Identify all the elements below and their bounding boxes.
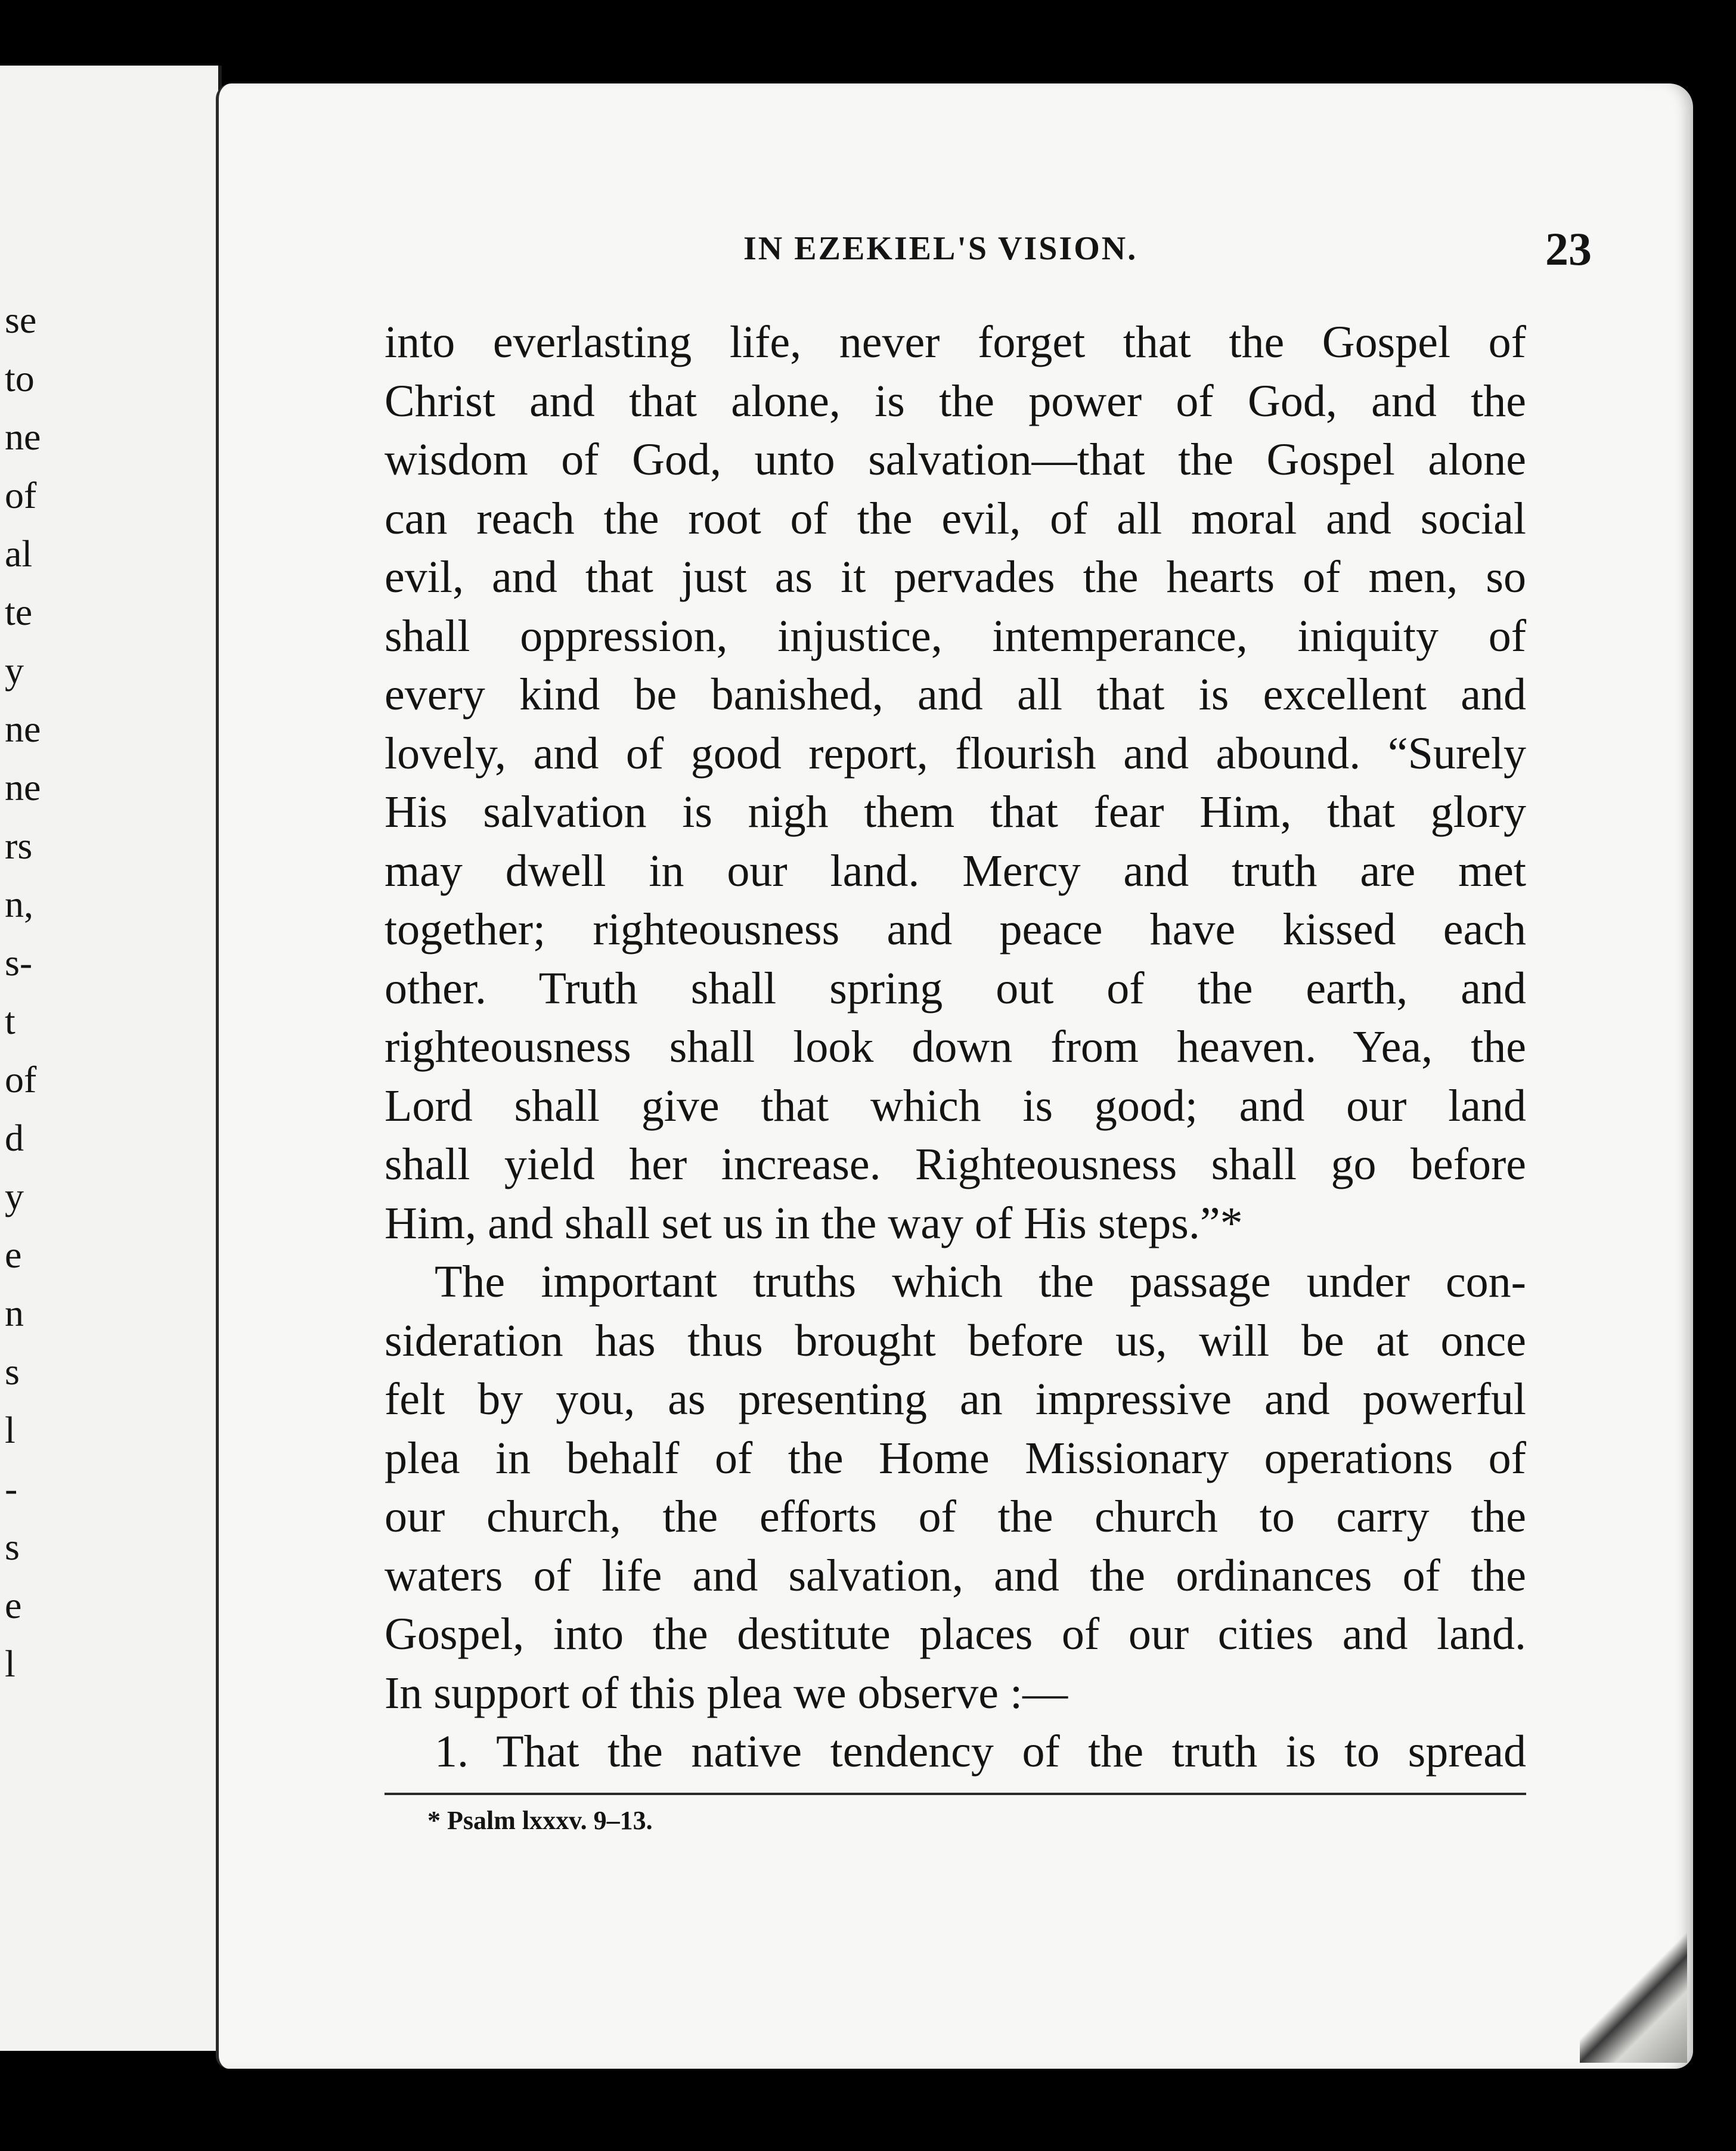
facing-page-line: ne	[5, 708, 41, 750]
text-line: every kind be banished, and all that is excellent and	[385, 670, 1526, 720]
facing-page-line: se	[5, 299, 37, 341]
text-line: sideration has thus brought before us, will be at once	[385, 1315, 1526, 1366]
footnote-rule	[385, 1793, 1526, 1795]
text-line: Gospel, into the destitute places of our cities and land.	[385, 1609, 1526, 1659]
facing-page-line: ne	[5, 416, 41, 458]
footnote: * Psalm lxxxv. 9–13.	[427, 1806, 653, 1835]
facing-page-line: of	[5, 1058, 37, 1101]
page-header	[219, 223, 1693, 283]
text-line: Christ and that alone, is the power of God, and the	[385, 376, 1526, 426]
text-line: Him, and shall set us in the way of His steps.”*	[385, 1198, 1243, 1248]
text-line: shall yield her increase. Righteousness shall go before	[385, 1139, 1526, 1189]
facing-page-line: te	[5, 591, 33, 633]
text-line: together; righteousness and peace have kissed each	[385, 904, 1526, 954]
facing-page-line: l	[5, 1642, 16, 1685]
facing-page-line: y	[5, 1175, 24, 1217]
facing-page-fragment	[0, 66, 222, 2051]
text-line: other. Truth shall spring out of the earth, and	[385, 963, 1526, 1013]
text-line: our church, the efforts of the church to carry the	[385, 1492, 1526, 1542]
page-content	[219, 83, 1693, 2069]
page-number: 23	[1545, 223, 1592, 275]
paragraph-start-line: The important truths which the passage under con-	[435, 1257, 1526, 1307]
text-line: evil, and that just as it pervades the hearts of men, so	[385, 552, 1526, 602]
text-line: wisdom of God, unto salvation—that the Gospel alone	[385, 435, 1526, 485]
facing-page-line: s-	[5, 941, 33, 984]
facing-page-line: t	[5, 1000, 16, 1042]
facing-page-line: l	[5, 1409, 16, 1451]
text-line: In support of this plea we observe :—	[385, 1668, 1068, 1718]
facing-page-line: y	[5, 649, 24, 692]
text-line: plea in behalf of the Home Missionary operations of	[385, 1433, 1526, 1483]
numbered-point-line: 1. That the native tendency of the truth is to spread	[435, 1727, 1526, 1777]
running-head: IN EZEKIEL'S VISION.	[743, 230, 1138, 267]
facing-page-line: n	[5, 1292, 24, 1334]
facing-page-line: d	[5, 1117, 24, 1159]
facing-page-line: e	[5, 1584, 22, 1626]
text-line: Lord shall give that which is good; and our land	[385, 1080, 1526, 1131]
text-line: righteousness shall look down from heaven. Yea, the	[385, 1022, 1526, 1072]
page-corner-curl	[1580, 1932, 1687, 2063]
text-line: shall oppression, injustice, intemperance, iniquity of	[385, 610, 1526, 661]
text-line: can reach the root of the evil, of all moral and social	[385, 493, 1526, 544]
facing-page-line: -	[5, 1467, 18, 1510]
facing-page-line: e	[5, 1233, 22, 1276]
facing-page-line: ne	[5, 766, 41, 808]
text-line: may dwell in our land. Mercy and truth are met	[385, 845, 1526, 896]
text-line: into everlasting life, never forget that the Gospel of	[385, 317, 1526, 367]
facing-page-line: s	[5, 1526, 20, 1568]
facing-page-line: of	[5, 474, 37, 516]
text-line: felt by you, as presenting an impressive and powerful	[385, 1374, 1526, 1424]
facing-page-line: to	[5, 357, 35, 399]
facing-page-line: rs	[5, 825, 33, 867]
text-line: lovely, and of good report, flourish and abound. “Surely	[385, 728, 1526, 779]
text-line: His salvation is nigh them that fear Him, that glory	[385, 787, 1526, 837]
facing-page-line: s	[5, 1350, 20, 1393]
body-text	[385, 313, 1526, 1781]
facing-page-line: al	[5, 532, 33, 575]
book-page	[216, 83, 1693, 2069]
facing-page-line: n,	[5, 883, 33, 925]
text-line: waters of life and salvation, and the ordinances of the	[385, 1550, 1526, 1601]
